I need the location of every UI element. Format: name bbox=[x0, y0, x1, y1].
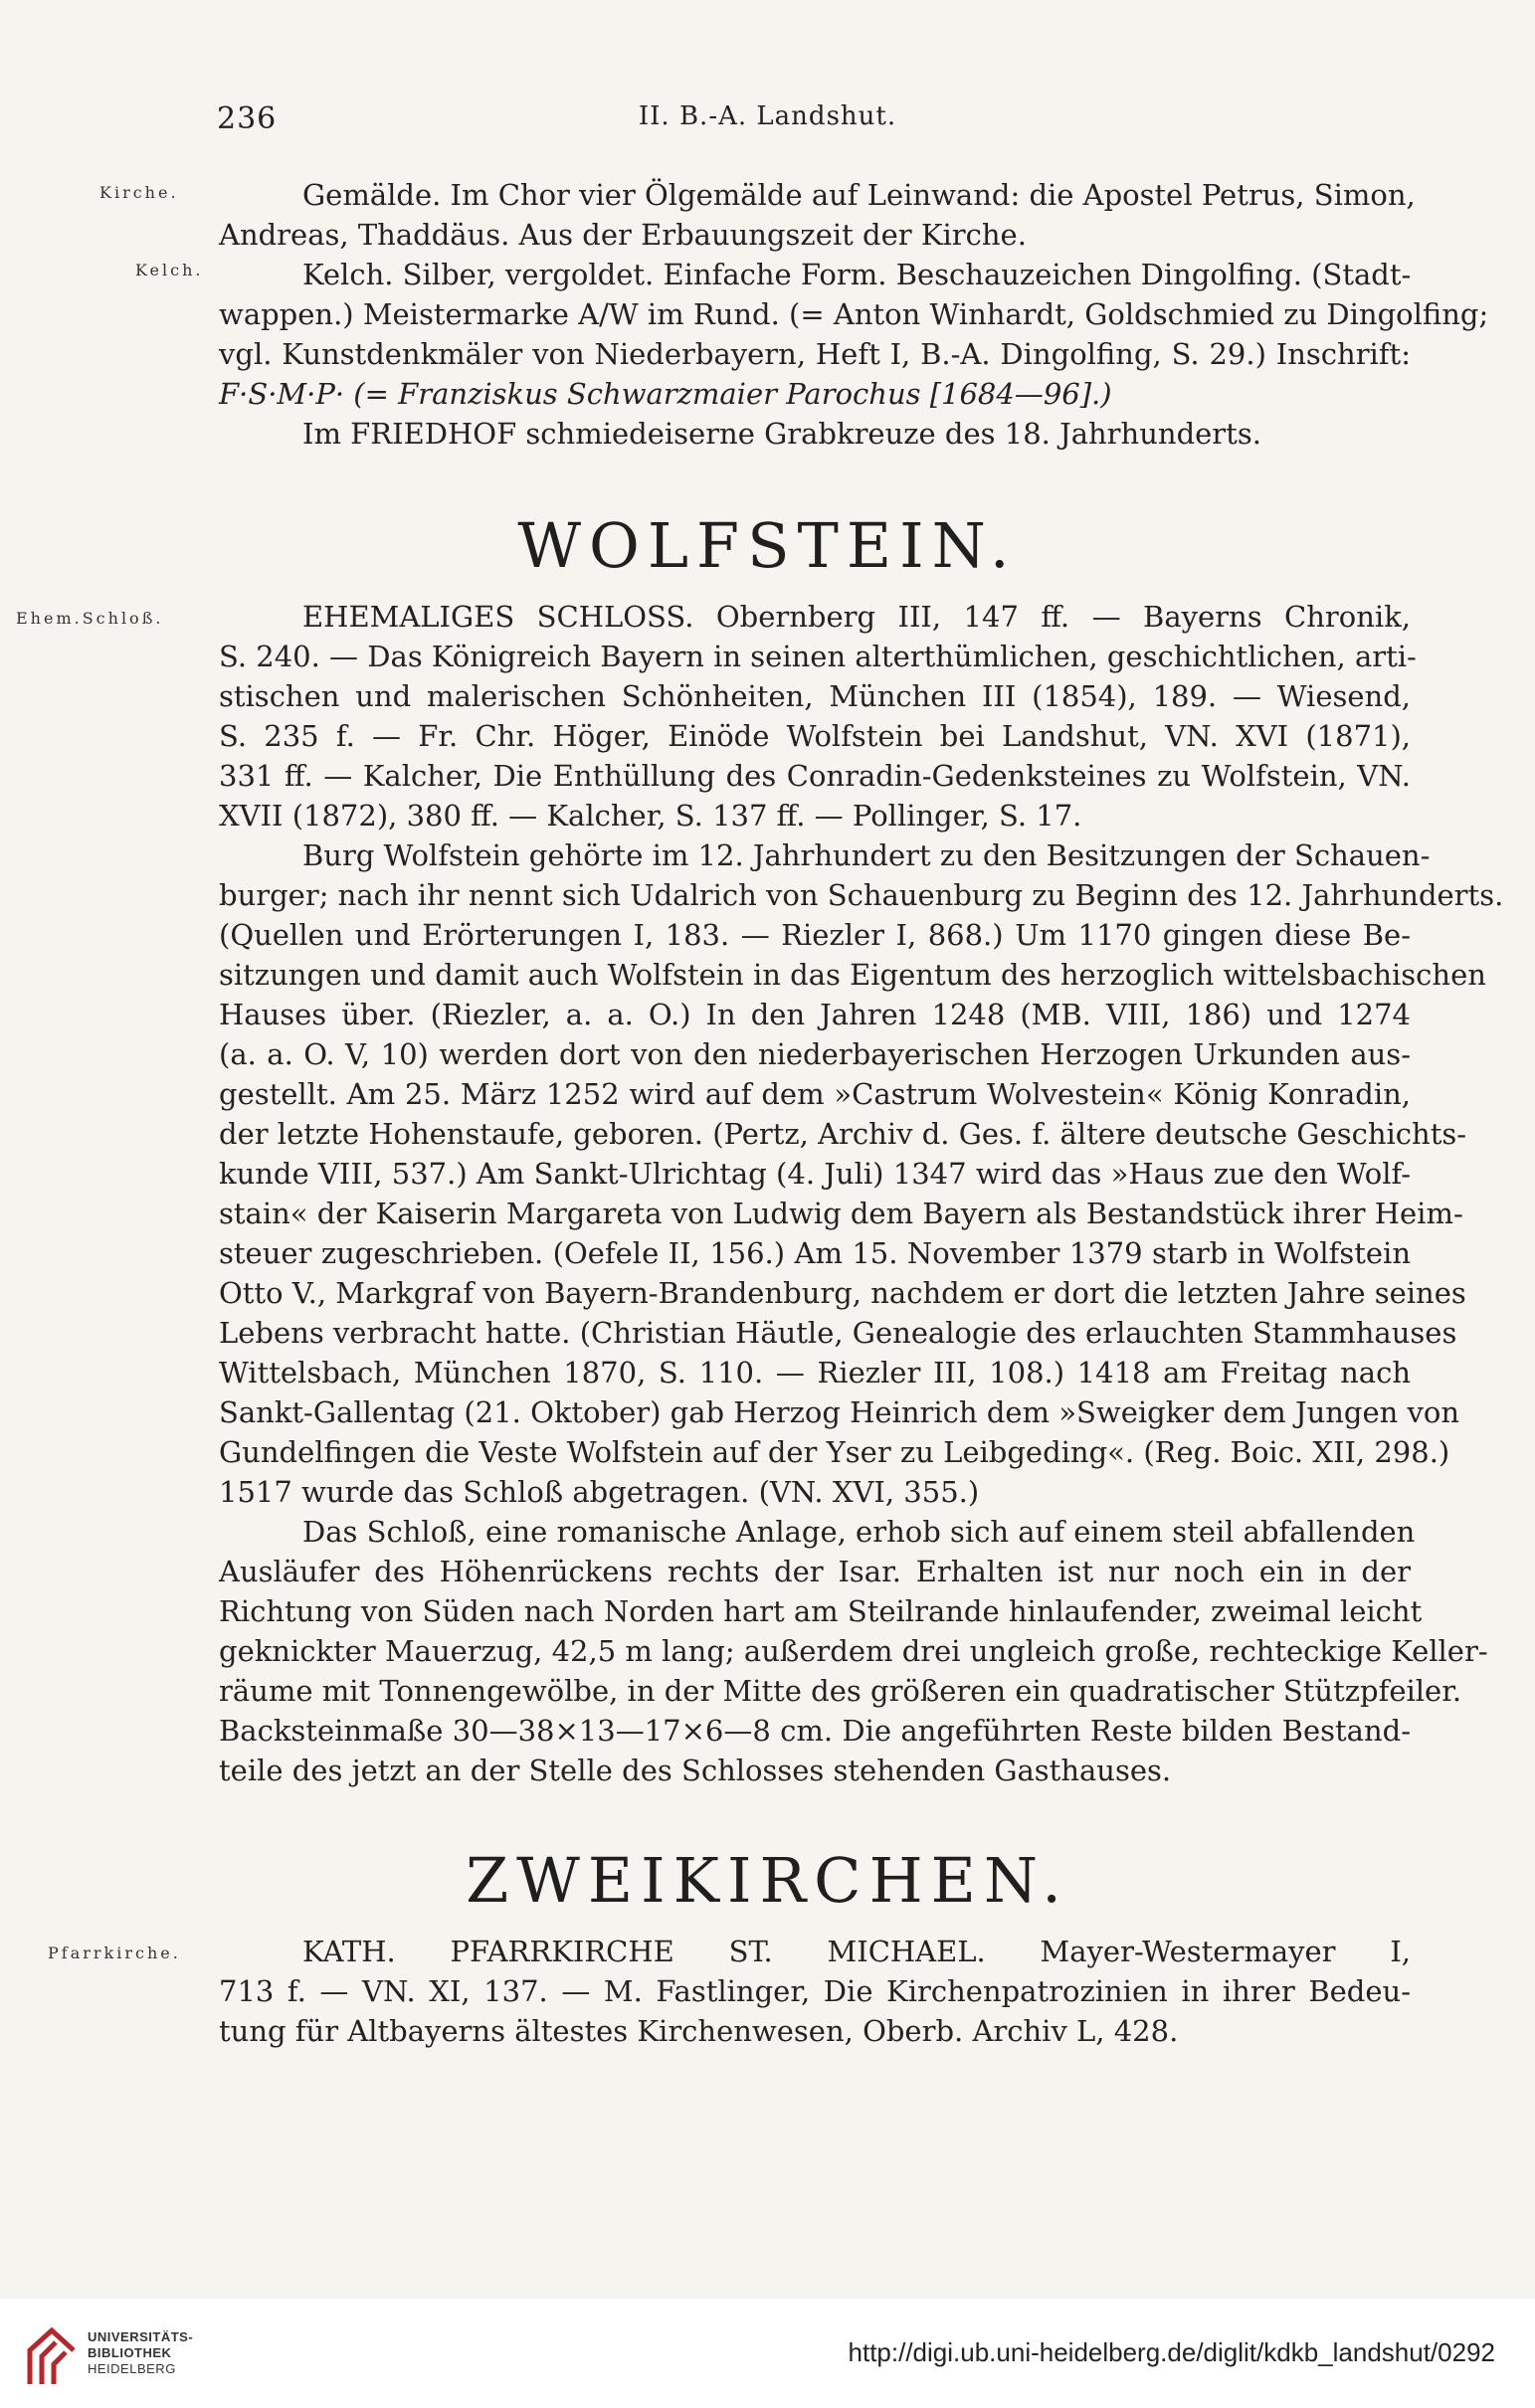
place-heading-wolfstein: WOLFSTEIN. bbox=[517, 509, 1018, 582]
text-line: (a. a. O. V, 10) werden dort von den niederbayerischen Herzogen Urkunden aus- bbox=[219, 1037, 1411, 1071]
text-line: F·S·M·P· (= Franziskus Schwarzmaier Parochus [1684—96].) bbox=[219, 377, 1112, 411]
text-line: XVII (1872), 380 ff. — Kalcher, S. 137 ff. — Pollinger, S. 17. bbox=[219, 799, 1082, 833]
text-line: S. 235 f. — Fr. Chr. Höger, Einöde Wolfstein bei Landshut, VN. XVI (1871), bbox=[219, 719, 1411, 753]
margin-note-pfarrkirche: Pfarrkirche. bbox=[48, 1944, 181, 1962]
library-name-line3: HEIDELBERG bbox=[88, 2361, 176, 2376]
text-line: Burg Wolfstein gehörte im 12. Jahrhundert zu den Besitzungen der Schauen- bbox=[302, 838, 1431, 872]
margin-note-schloss: Ehem.Schloß. bbox=[16, 609, 164, 628]
place-heading-zweikirchen: ZWEIKIRCHEN. bbox=[466, 1844, 1069, 1917]
text-line: sitzungen und damit auch Wolfstein in das Eigentum des herzoglich wittelsbachischen bbox=[219, 958, 1486, 992]
text-line: KATH. PFARRKIRCHE ST. MICHAEL. Mayer-Westermayer I, bbox=[302, 1935, 1411, 1968]
source-url-link[interactable]: http://digi.ub.uni-heidelberg.de/diglit/kdkb_landshut/0292 bbox=[848, 2337, 1495, 2367]
text-line: Otto V., Markgraf von Bayern-Brandenburg, nachdem er dort die letzten Jahre seines bbox=[219, 1276, 1466, 1310]
library-name-line2: BIBLIOTHEK bbox=[88, 2345, 172, 2360]
text-line: Ausläufer des Höhenrückens rechts der Isar. Erhalten ist nur noch ein in der bbox=[219, 1555, 1411, 1588]
page-number: 236 bbox=[217, 101, 278, 136]
text-line: Lebens verbracht hatte. (Christian Häutle, Genealogie des erlauchten Stammhauses bbox=[219, 1316, 1457, 1350]
text-line: 331 ff. — Kalcher, Die Enthüllung des Conradin-Gedenksteines zu Wolfstein, VN. bbox=[219, 759, 1411, 793]
text-line: steuer zugeschrieben. (Oefele II, 156.) Am 15. November 1379 starb in Wolfstein bbox=[219, 1236, 1411, 1270]
text-line: räume mit Tonnengewölbe, in der Mitte des größeren ein quadratischer Stützpfeiler. bbox=[219, 1674, 1462, 1708]
text-line: wappen.) Meistermarke A/W im Rund. (= Anton Winhardt, Goldschmied zu Dingolfing; bbox=[219, 297, 1489, 331]
text-line: Backsteinmaße 30—38×13—17×6—8 cm. Die angeführten Reste bilden Bestand- bbox=[219, 1714, 1411, 1748]
library-logo-icon bbox=[22, 2322, 82, 2392]
text-line: stischen und malerischen Schönheiten, München III (1854), 189. — Wiesend, bbox=[219, 679, 1411, 713]
margin-note-kelch: Kelch. bbox=[135, 261, 204, 279]
library-name-line1: UNIVERSITÄTS- bbox=[88, 2329, 194, 2344]
text-line: kunde VIII, 537.) Am Sankt-Ulrichtag (4. Juli) 1347 wird das »Haus zue den Wolf- bbox=[219, 1157, 1411, 1191]
text-line: 1517 wurde das Schloß abgetragen. (VN. XVI, 355.) bbox=[219, 1475, 980, 1509]
text-line: stain« der Kaiserin Margareta von Ludwig dem Bayern als Bestandstück ihrer Heim- bbox=[219, 1197, 1463, 1230]
text-line: Gemälde. Im Chor vier Ölgemälde auf Leinwand: die Apostel Petrus, Simon, bbox=[302, 178, 1416, 212]
text-line: Kelch. Silber, vergoldet. Einfache Form. Beschauzeichen Dingolfing. (Stadt- bbox=[302, 258, 1412, 291]
text-line: Das Schloß, eine romanische Anlage, erhob sich auf einem steil abfallenden bbox=[302, 1515, 1416, 1549]
library-name bbox=[88, 2329, 193, 2377]
text-line: S. 240. — Das Königreich Bayern in seinen alterthümlichen, geschichtlichen, arti- bbox=[219, 640, 1417, 673]
text-line: Richtung von Süden nach Norden hart am Steilrande hinlaufender, zweimal leicht bbox=[219, 1594, 1423, 1628]
text-line: tung für Altbayerns ältestes Kirchenwesen, Oberb. Archiv L, 428. bbox=[219, 2014, 1179, 2048]
text-line: Gundelfingen die Veste Wolfstein auf der Yser zu Leibgeding«. (Reg. Boic. XII, 298.) bbox=[219, 1435, 1450, 1469]
text-line: Hauses über. (Riezler, a. a. O.) In den Jahren 1248 (MB. VIII, 186) und 1274 bbox=[219, 998, 1411, 1031]
text-line: Im FRIEDHOF schmiedeiserne Grabkreuze des 18. Jahrhunderts. bbox=[302, 417, 1261, 451]
text-line: vgl. Kunstdenkmäler von Niederbayern, Heft I, B.-A. Dingolfing, S. 29.) Inschrift: bbox=[219, 337, 1411, 371]
text-line: 713 f. — VN. XI, 137. — M. Fastlinger, Die Kirchenpatrozinien in ihrer Bedeu- bbox=[219, 1974, 1411, 2008]
text-line: Wittelsbach, München 1870, S. 110. — Riezler III, 108.) 1418 am Freitag nach bbox=[219, 1356, 1411, 1389]
text-line: teile des jetzt an der Stelle des Schlosses stehenden Gasthauses. bbox=[219, 1754, 1172, 1787]
margin-note-kirche: Kirche. bbox=[99, 183, 179, 202]
text-line: geknickter Mauerzug, 42,5 m lang; außerdem drei ungleich große, rechteckige Keller- bbox=[219, 1634, 1488, 1668]
text-line: Andreas, Thaddäus. Aus der Erbauungszeit der Kirche. bbox=[219, 218, 1027, 252]
text-line: gestellt. Am 25. März 1252 wird auf dem »Castrum Wolvestein« König Konradin, bbox=[219, 1077, 1411, 1111]
text-line: Sankt-Gallentag (21. Oktober) gab Herzog Heinrich dem »Sweigker dem Jungen von bbox=[219, 1395, 1460, 1429]
text-line: der letzte Hohenstaufe, geboren. (Pertz, Archiv d. Ges. f. ältere deutsche Geschichts- bbox=[219, 1117, 1467, 1151]
text-line: (Quellen und Erörterungen I, 183. — Riezler I, 868.) Um 1170 gingen diese Be- bbox=[219, 918, 1411, 952]
text-line: burger; nach ihr nennt sich Udalrich von Schauenburg zu Beginn des 12. Jahrhunderts. bbox=[219, 878, 1504, 912]
running-title: II. B.-A. Landshut. bbox=[638, 101, 897, 131]
text-line: EHEMALIGES SCHLOSS. Obernberg III, 147 ff. — Bayerns Chronik, bbox=[302, 600, 1411, 634]
